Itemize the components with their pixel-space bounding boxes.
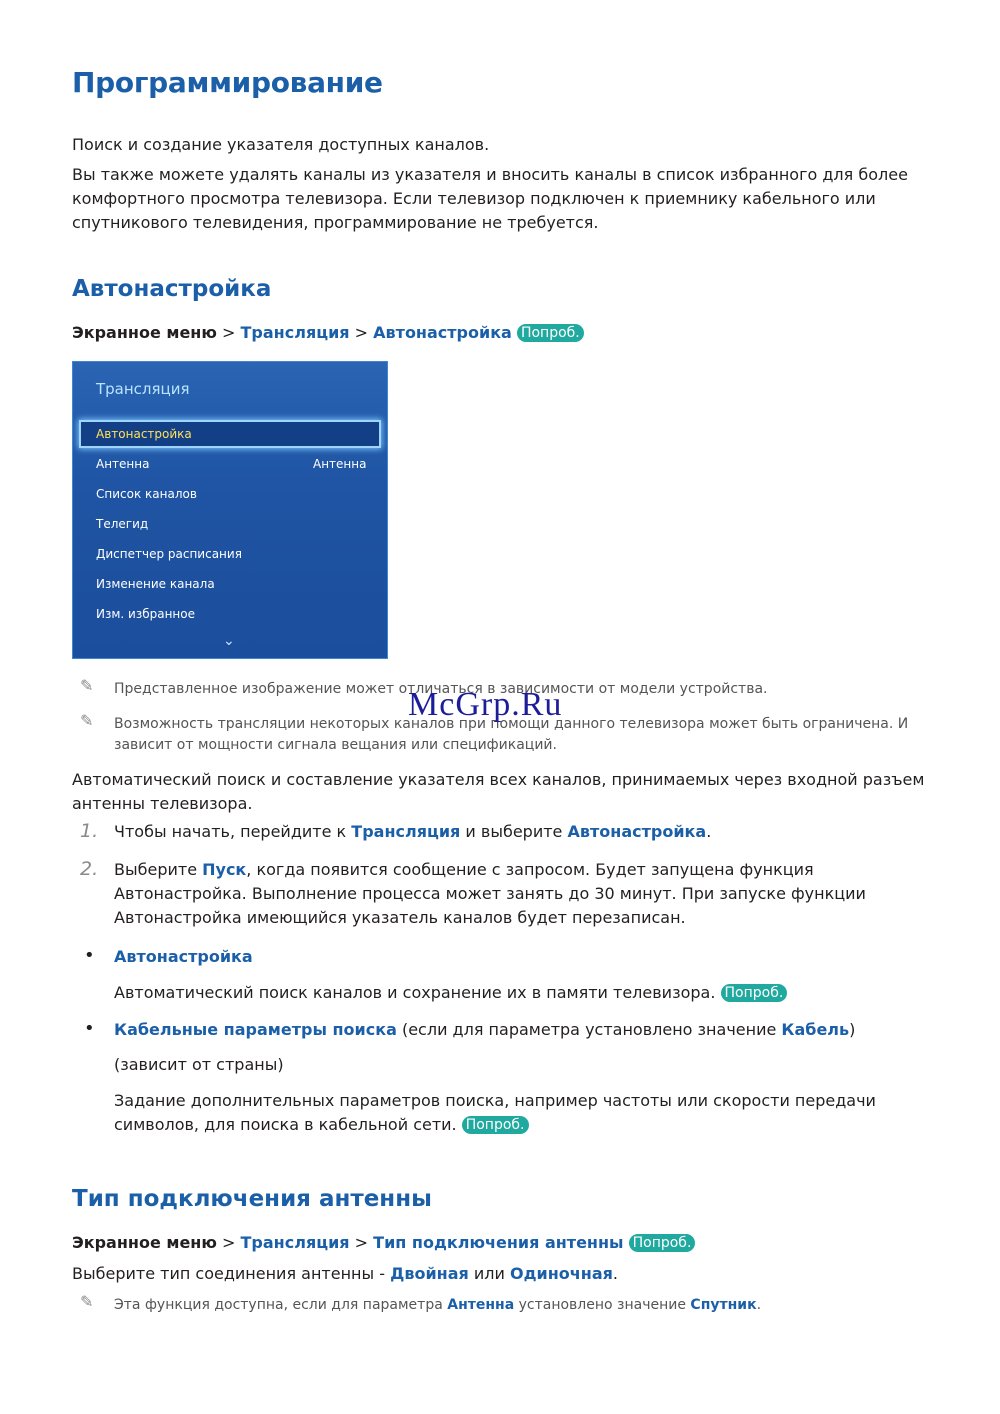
bullet-autotune-title: [114, 945, 944, 969]
breadcrumb-separator: >: [354, 1233, 369, 1252]
bullet-autotune-desc-text: Автоматический поиск каналов и сохранение их в памяти телевизора.: [114, 983, 721, 1002]
note-reception-limits: Возможность трансляции некоторых каналов при помощи данного телевизора может быть ограничена. И зависит от мощности сигнала вещания или спецификаций.: [114, 716, 909, 753]
note-satellite-e: .: [756, 1297, 762, 1313]
page-title: Программирование: [72, 66, 383, 99]
tv-menu-title: Трансляция: [96, 380, 190, 398]
breadcrumb-separator: >: [222, 1233, 236, 1252]
bullet-cable-title: [114, 1018, 944, 1042]
try-badge[interactable]: Попроб.: [629, 1234, 696, 1252]
breadcrumb-broadcast-link[interactable]: Трансляция: [240, 1233, 350, 1252]
bullet-icon: •: [84, 945, 95, 966]
bullet-cable-desc-text: Задание дополнительных параметров поиска, например частоты или скорости передачи символов, для поиска в кабельной сети.: [114, 1091, 876, 1134]
pencil-icon: ✎: [80, 1292, 94, 1311]
bullet-cable-link[interactable]: Кабельные параметры поиска: [114, 1020, 397, 1039]
note-antenna-param: Антенна: [447, 1297, 515, 1313]
bullet-cable-cond-c: ): [849, 1020, 856, 1039]
antenna-type-text: [72, 1262, 942, 1286]
note-image-differs: Представленное изображение может отличаться в зависимости от модели устройства.: [114, 681, 768, 697]
step-2-start-link[interactable]: Пуск: [202, 860, 247, 879]
antenna-dual-link[interactable]: Двойная: [390, 1264, 469, 1283]
tv-menu-item-channel-list[interactable]: Список каналов: [96, 487, 197, 501]
pencil-icon: ✎: [80, 711, 94, 730]
note-satellite-value: Спутник: [690, 1297, 757, 1313]
note-satellite-a: Эта функция доступна, если для параметра: [114, 1297, 448, 1313]
antenna-text-c: или: [468, 1264, 510, 1283]
breadcrumb-autotune-link[interactable]: Автонастройка: [373, 323, 512, 342]
breadcrumb-broadcast-link[interactable]: Трансляция: [240, 323, 350, 342]
watermark: McGrp.Ru: [408, 686, 563, 723]
step-1-broadcast-link[interactable]: Трансляция: [351, 822, 461, 841]
tv-menu-item-antenna-value: Антенна: [313, 457, 367, 471]
antenna-single-link[interactable]: Одиночная: [510, 1264, 613, 1283]
bullet-cable-country: (зависит от страны): [114, 1055, 284, 1074]
tv-menu-item-edit-favorites[interactable]: Изм. избранное: [96, 607, 196, 621]
note-satellite: [114, 1295, 944, 1316]
tv-menu-item-autotune[interactable]: Автонастройка: [96, 427, 192, 441]
note-satellite-c: установлено значение: [514, 1297, 691, 1313]
breadcrumb-antenna-type-link[interactable]: Тип подключения антенны: [373, 1233, 624, 1252]
step-1-autotune-link[interactable]: Автонастройка: [567, 822, 707, 841]
bullet-cable-value: Кабель: [781, 1020, 850, 1039]
antenna-text-a: Выберите тип соединения антенны -: [72, 1264, 391, 1283]
step-number-1: 1.: [80, 820, 99, 842]
tv-menu-item-edit-channel[interactable]: Изменение канала: [96, 577, 215, 591]
tv-menu-item-guide[interactable]: Телегид: [96, 517, 149, 531]
breadcrumb-menu: Экранное меню: [72, 1233, 217, 1252]
intro-text-1: Поиск и создание указателя доступных каналов.: [72, 135, 490, 154]
pencil-icon: ✎: [80, 676, 94, 695]
step-2-text-a: Выберите: [114, 860, 203, 879]
chevron-down-icon[interactable]: ⌄: [223, 633, 235, 649]
tv-broadcast-menu: [72, 361, 388, 659]
tv-menu-item-antenna[interactable]: Антенна: [96, 457, 150, 471]
autotune-description: Автоматический поиск и составление указателя всех каналов, принимаемых через входной разъем антенны телевизора.: [72, 770, 925, 813]
step-1-text-c: и выберите: [460, 822, 568, 841]
tv-menu-item-schedule-manager[interactable]: Диспетчер расписания: [96, 547, 242, 561]
bullet-autotune-desc: [114, 981, 944, 1005]
breadcrumb-menu: Экранное меню: [72, 323, 217, 342]
bullet-cable-desc: [114, 1089, 914, 1137]
try-badge[interactable]: Попроб.: [462, 1116, 529, 1134]
bullet-icon: •: [84, 1018, 95, 1039]
bullet-cable-cond-a: (если для параметра установлено значение: [396, 1020, 782, 1039]
step-1-text: [114, 820, 944, 844]
intro-text-2: Вы также можете удалять каналы из указателя и вносить каналы в список избранного для более комфортного просмотра телевизора. Если телевизор подключен к приемнику кабельного или спутникового телевидения, программирование не требуется.: [72, 165, 908, 232]
breadcrumb-autotune: [72, 322, 584, 344]
antenna-text-e: .: [612, 1264, 618, 1283]
step-1-text-a: Чтобы начать, перейдите к: [114, 822, 352, 841]
section-heading-autotune: Автонастройка: [72, 276, 272, 302]
breadcrumb-separator: >: [222, 323, 236, 342]
step-2-text-c: , когда появится сообщение с запросом. Будет запущена функция Автонастройка. Выполнение процесса может занять до 30 минут. При запуске функции Автонастройка имеющийся указатель каналов будет перезаписан.: [114, 860, 866, 927]
breadcrumb-separator: >: [354, 323, 369, 342]
step-2-text: [114, 858, 914, 930]
try-badge[interactable]: Попроб.: [721, 984, 788, 1002]
breadcrumb-antenna: [72, 1232, 695, 1254]
try-badge[interactable]: Попроб.: [517, 324, 584, 342]
step-number-2: 2.: [80, 858, 99, 880]
step-1-text-e: .: [706, 822, 712, 841]
bullet-autotune-link[interactable]: Автонастройка: [114, 947, 253, 966]
section-heading-antenna-type: Тип подключения антенны: [72, 1186, 432, 1212]
